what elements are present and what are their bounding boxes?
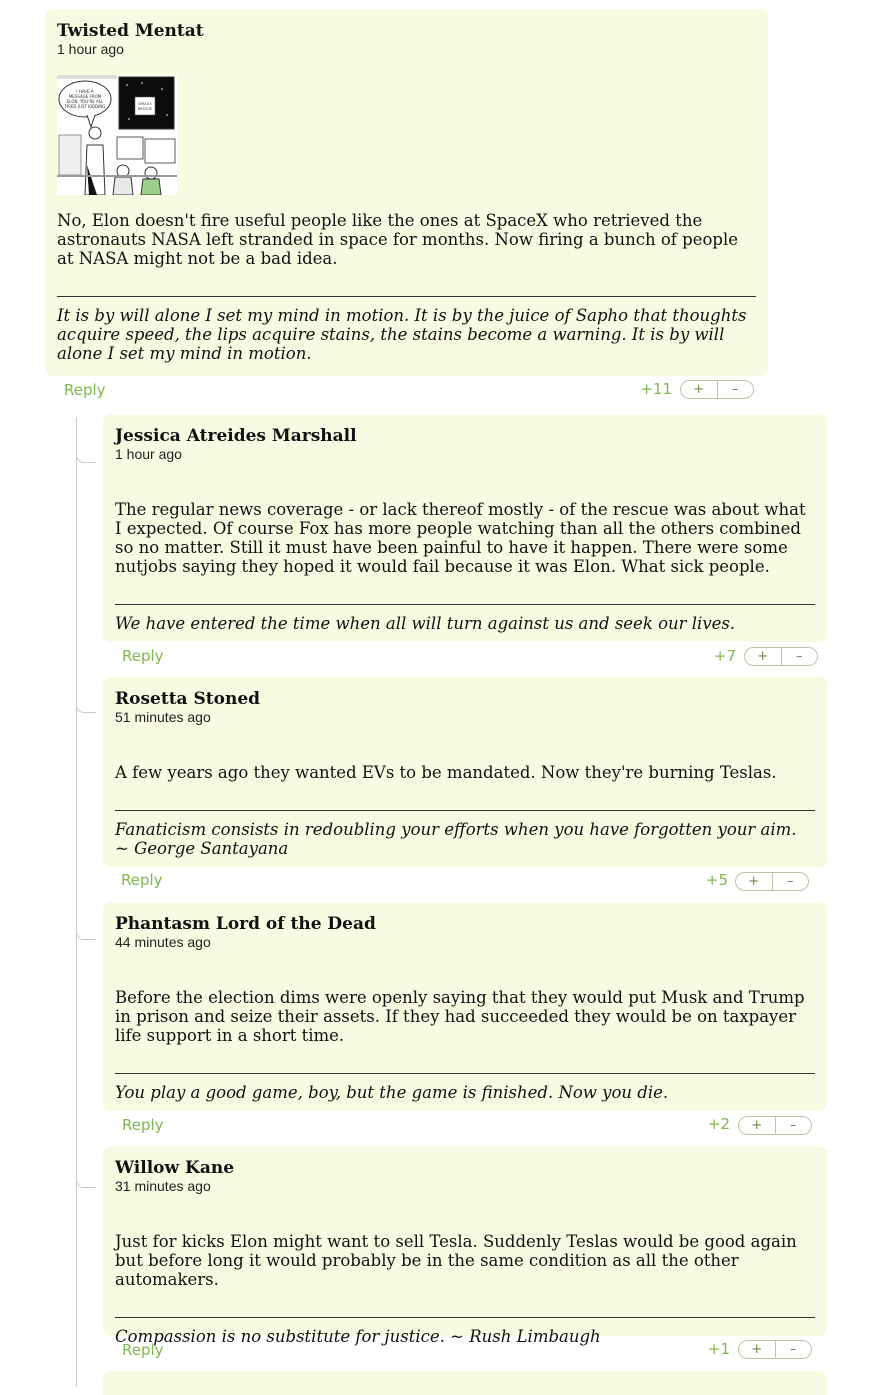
comment-signature: We have entered the time when all will turn against us and seek our lives. bbox=[115, 614, 736, 633]
comment-author[interactable]: Rosetta Stoned bbox=[115, 689, 261, 709]
vote-score: +1 bbox=[707, 1340, 730, 1358]
comment-author[interactable]: Willow Kane bbox=[115, 1158, 235, 1178]
comment-card bbox=[103, 1371, 827, 1395]
vote-controls bbox=[744, 647, 818, 666]
vote-controls bbox=[738, 1340, 812, 1359]
comment-card bbox=[103, 414, 827, 642]
comment-signature: Fanaticism consists in redoubling your efforts when you have forgotten your aim. ~ George Santayana bbox=[115, 820, 797, 858]
downvote-button[interactable]: – bbox=[772, 873, 809, 890]
svg-text:I HAVE A: I HAVE A bbox=[76, 89, 94, 94]
comment-body: No, Elon doesn't fire useful people like the ones at SpaceX who retrieved the astronauts NASA left stranded in space for months. Now firing a bunch of people at NASA might not be a bad idea. bbox=[57, 211, 738, 268]
thread-branch bbox=[76, 417, 96, 463]
comment-author[interactable]: Jessica Atreides Marshall bbox=[115, 426, 357, 446]
reply-link[interactable]: Reply bbox=[122, 1116, 164, 1134]
upvote-button[interactable]: + bbox=[751, 1118, 763, 1133]
downvote-button[interactable]: – bbox=[775, 1117, 812, 1134]
comment-body: Just for kicks Elon might want to sell Tesla. Suddenly Teslas would be good again but before long it would probably be in the same condition as all the other automakers. bbox=[115, 1232, 797, 1289]
comment-signature: You play a good game, boy, but the game is finished. Now you die. bbox=[115, 1083, 669, 1102]
comment-card bbox=[103, 902, 827, 1111]
comment-timestamp[interactable]: 1 hour ago bbox=[57, 41, 124, 57]
svg-text:FIRED JUST KIDDING: FIRED JUST KIDDING bbox=[64, 104, 106, 109]
vote-controls bbox=[738, 1116, 812, 1135]
svg-text:MESSAGE FROM: MESSAGE FROM bbox=[68, 94, 102, 99]
comment-signature: It is by will alone I set my mind in motion. It is by the juice of Sapho that thoughts acquire speed, the lips acquire stains, the stains become a warning. It is by will alone I set my mind in motion. bbox=[57, 306, 747, 363]
vote-controls bbox=[680, 380, 754, 399]
comment-timestamp[interactable]: 31 minutes ago bbox=[115, 1178, 211, 1194]
vote-score: +2 bbox=[707, 1115, 730, 1133]
thread-branch bbox=[76, 1142, 96, 1188]
vote-score: +11 bbox=[640, 380, 672, 398]
upvote-button[interactable]: + bbox=[751, 1342, 763, 1357]
upvote-button[interactable]: + bbox=[757, 649, 769, 664]
vote-score: +5 bbox=[705, 871, 728, 889]
svg-text:ELON. YOU'RE ALL: ELON. YOU'RE ALL bbox=[66, 99, 104, 104]
comment-author[interactable]: Phantasm Lord of the Dead bbox=[115, 914, 376, 934]
vote-score: +7 bbox=[713, 647, 736, 665]
reply-link[interactable]: Reply bbox=[121, 871, 163, 889]
upvote-button[interactable]: + bbox=[693, 382, 705, 397]
thread-branch bbox=[76, 894, 96, 940]
comment-card bbox=[103, 1146, 827, 1346]
downvote-button[interactable]: – bbox=[781, 648, 818, 665]
reply-link[interactable]: Reply bbox=[122, 1341, 164, 1359]
comment-card bbox=[103, 677, 827, 867]
comment-body: A few years ago they wanted EVs to be mandated. Now they're burning Teslas. bbox=[115, 763, 777, 782]
comment-timestamp[interactable]: 1 hour ago bbox=[115, 446, 182, 462]
upvote-button[interactable]: + bbox=[748, 874, 760, 889]
comment-timestamp[interactable]: 51 minutes ago bbox=[115, 709, 211, 725]
comment-body: Before the election dims were openly saying that they would put Musk and Trump in prison and seize their assets. If they had succeeded they would be on taxpayer life support in a short time. bbox=[115, 988, 805, 1045]
comment-image[interactable] bbox=[57, 75, 177, 195]
reply-link[interactable]: Reply bbox=[64, 381, 106, 399]
comment-timestamp[interactable]: 44 minutes ago bbox=[115, 934, 211, 950]
thread-branch bbox=[76, 667, 96, 713]
cartoon-image bbox=[57, 75, 177, 195]
comment-signature: Compassion is no substitute for justice. ~ Rush Limbaugh bbox=[115, 1327, 601, 1346]
downvote-button[interactable]: – bbox=[717, 381, 754, 398]
svg-text:SPACEX: SPACEX bbox=[138, 102, 152, 106]
downvote-button[interactable]: – bbox=[775, 1341, 812, 1358]
comment-author[interactable]: Twisted Mentat bbox=[57, 21, 204, 41]
vote-controls bbox=[735, 872, 809, 891]
svg-text:RESCUE: RESCUE bbox=[137, 107, 153, 111]
comment-body: The regular news coverage - or lack thereof mostly - of the rescue was about what I expected. Of course Fox has more people watching than all the others combined so no matter. Still it must have been painful to have it happen. There were some nutjobs saying they hoped it would fail because it was Elon. What sick people. bbox=[115, 500, 806, 576]
reply-link[interactable]: Reply bbox=[122, 647, 164, 665]
